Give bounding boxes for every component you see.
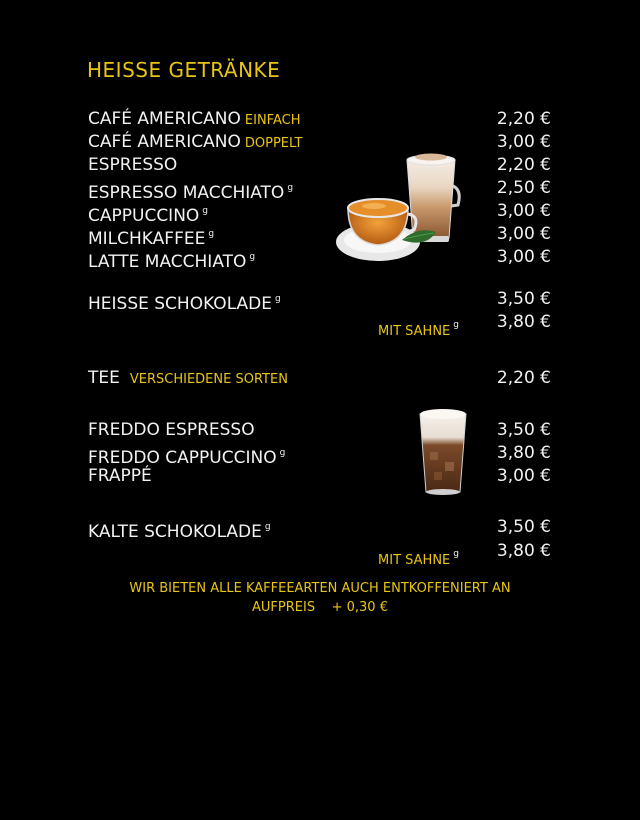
menu-item: [88, 442, 551, 468]
option-label: MIT SAHNE: [378, 324, 451, 339]
item-name: CAFÉ AMERICANO: [88, 132, 241, 152]
item-name: CAFÉ AMERICANO: [88, 109, 241, 129]
item-name: MILCHKAFFEE: [88, 229, 206, 249]
item-variant: EINFACH: [244, 113, 301, 128]
item-name: FRAPPÉ: [88, 466, 152, 486]
menu-title: HEISSE GETRÄNKE: [87, 58, 281, 82]
item-price: 3,00 €: [496, 224, 551, 244]
footnote-mark: g: [453, 549, 459, 559]
option-label: MIT SAHNE: [378, 553, 451, 568]
item-price: 3,80 €: [496, 541, 551, 561]
menu-item: [88, 177, 551, 203]
item-price: 2,20 €: [496, 155, 551, 175]
footnote-mark: g: [202, 206, 209, 216]
item-price: 3,00 €: [496, 201, 551, 221]
menu-item: [88, 108, 551, 130]
item-price: 3,00 €: [496, 247, 551, 267]
tea-and-latte-image: [334, 150, 462, 268]
item-name: KALTE SCHOKOLADE: [88, 522, 262, 542]
menu-item: [88, 246, 551, 272]
footnote-mark: g: [249, 252, 256, 262]
item-variant: DOPPELT: [244, 136, 303, 151]
item-price: 3,80 €: [496, 312, 551, 332]
item-price: 2,20 €: [496, 109, 551, 129]
menu-item: [88, 419, 551, 441]
menu-item: [88, 223, 551, 249]
item-price: 3,00 €: [496, 466, 551, 486]
menu-item: [88, 200, 551, 226]
footnote-mark: g: [279, 448, 286, 458]
footnote-mark: g: [275, 294, 281, 304]
item-price: 2,20 €: [496, 368, 551, 388]
footnote-mark: g: [453, 320, 459, 330]
iced-coffee-image: [417, 406, 469, 496]
item-name: FREDDO ESPRESSO: [88, 420, 255, 440]
item-name: ESPRESSO: [88, 155, 178, 175]
footnote-mark: g: [208, 229, 215, 239]
surcharge-line: AUFPREIS + 0,30 €: [252, 600, 388, 615]
decaf-note: [60, 579, 580, 617]
menu-item: [88, 367, 551, 389]
footnote-mark: g: [264, 522, 271, 532]
menu-item: [88, 288, 551, 314]
footnote-mark: g: [287, 183, 294, 193]
item-price: 2,50 €: [496, 178, 551, 198]
item-name: ESPRESSO MACCHIATO: [88, 183, 285, 203]
menu-item: [88, 465, 551, 487]
menu-item: [88, 516, 551, 542]
item-name: LATTE MACCHIATO: [88, 252, 247, 272]
item-name: FREDDO CAPPUCCINO: [88, 448, 277, 468]
menu-item-option: [88, 311, 551, 339]
item-price: 3,80 €: [496, 443, 551, 463]
menu-item-option: [88, 540, 551, 568]
item-price: 3,50 €: [496, 289, 551, 309]
item-price: 3,50 €: [496, 517, 551, 537]
decaf-note-line: WIR BIETEN ALLE KAFFEEARTEN AUCH ENTKOFFENIERT AN: [129, 581, 511, 596]
item-name: HEISSE SCHOKOLADE: [88, 294, 273, 314]
item-price: 3,00 €: [496, 132, 551, 152]
item-price: 3,50 €: [496, 420, 551, 440]
item-variant: VERSCHIEDENE SORTEN: [129, 372, 288, 387]
item-name: CAPPUCCINO: [88, 206, 200, 226]
menu-item: [88, 131, 551, 153]
menu-item: [88, 154, 551, 176]
item-name: TEE: [88, 368, 120, 388]
